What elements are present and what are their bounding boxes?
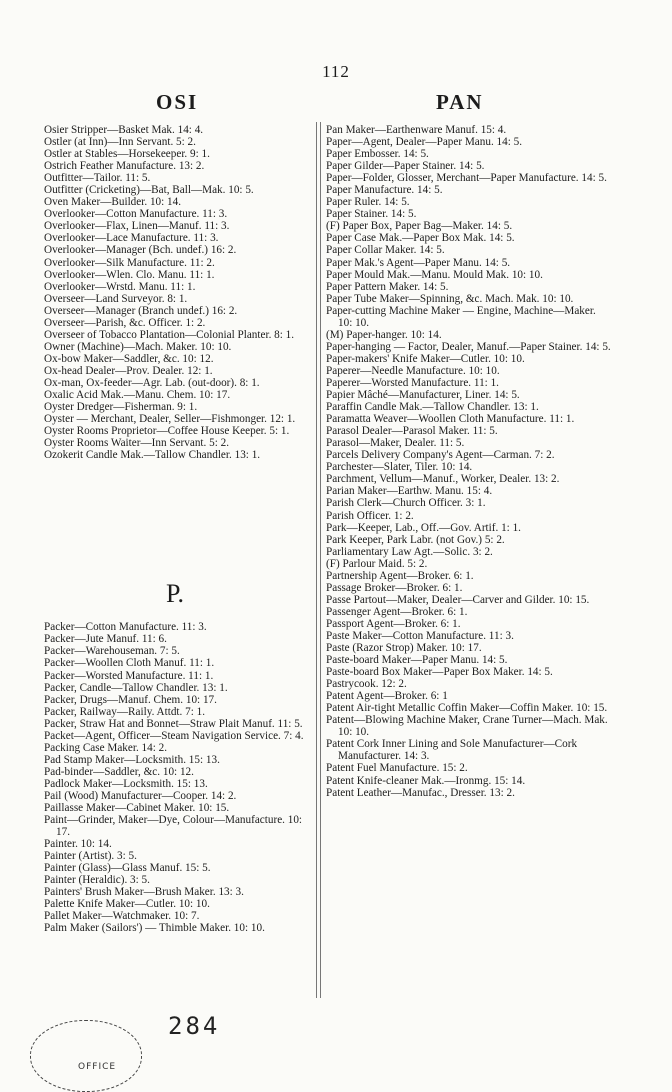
entry: Parcels Delivery Company's Agent—Carman. 7: 2. bbox=[326, 449, 555, 462]
entry: Parchment, Vellum—Manuf., Worker, Dealer. 13: 2. bbox=[326, 473, 560, 486]
entry: Overlooker—Manager (Bch. undef.) 16: 2. bbox=[44, 244, 237, 257]
entry: Paramatta Weaver—Woollen Cloth Manufacture. 11: 1. bbox=[326, 413, 575, 426]
entry: Park Keeper, Park Labr. (not Gov.) 5: 2. bbox=[326, 533, 505, 546]
entry: Oxalic Acid Mak.—Manu. Chem. 10: 17. bbox=[44, 389, 231, 402]
entry: Paper Stainer. 14: 5. bbox=[326, 208, 417, 221]
entry: Packer, Drugs—Manuf. Chem. 10: 17. bbox=[44, 693, 217, 706]
column-divider bbox=[316, 122, 317, 998]
entry: Paper-hanging — Factor, Dealer, Manuf.—Paper Stainer. 14: 5. bbox=[326, 340, 611, 353]
entry: Oyster Rooms Waiter—Inn Servant. 5: 2. bbox=[44, 437, 230, 450]
entry: Patent Knife-cleaner Mak.—Ironmg. 15: 14. bbox=[326, 774, 526, 787]
entry: Paper Pattern Maker. 14: 5. bbox=[326, 280, 449, 293]
entry: Paper-makers' Knife Maker—Cutler. 10: 10. bbox=[326, 352, 525, 365]
entry: Ox-bow Maker—Saddler, &c. 10: 12. bbox=[44, 352, 214, 365]
entry: Packer—Warehouseman. 7: 5. bbox=[44, 645, 180, 658]
entry: Parasol—Maker, Dealer. 11: 5. bbox=[326, 437, 465, 450]
entry: Paper Collar Maker. 14: 5. bbox=[326, 244, 445, 257]
entry: Overseer of Tobacco Plantation—Colonial Planter. 8: 1. bbox=[44, 328, 295, 341]
handwritten-number: 284 bbox=[168, 1012, 221, 1040]
entry: Paste (Razor Strop) Maker. 10: 17. bbox=[326, 642, 482, 655]
entry: Painter (Glass)—Glass Manuf. 15: 5. bbox=[44, 862, 211, 875]
entry: Parish Officer. 1: 2. bbox=[326, 509, 414, 522]
entry: Overseer—Parish, &c. Officer. 1: 2. bbox=[44, 316, 206, 329]
entry: Palm Maker (Sailors') — Thimble Maker. 10: 10. bbox=[44, 922, 265, 935]
entry: Overlooker—Lace Manufacture. 11: 3. bbox=[44, 232, 219, 245]
entry: Painter (Heraldic). 3: 5. bbox=[44, 874, 150, 887]
entry: Paper Manufacture. 14: 5. bbox=[326, 184, 443, 197]
entry: Painter. 10: 14. bbox=[44, 838, 112, 851]
entry: Overseer—Land Surveyor. 8: 1. bbox=[44, 292, 188, 305]
entry: Packer, Straw Hat and Bonnet—Straw Plait Manuf. 11: 5. bbox=[44, 717, 303, 730]
headword-left: OSI bbox=[156, 90, 199, 114]
right-column bbox=[326, 124, 612, 799]
entry: Outfitter (Cricketing)—Bat, Ball—Mak. 10: 5. bbox=[44, 184, 254, 197]
entry: Oyster — Merchant, Dealer, Seller—Fishmonger. 12: 1. bbox=[44, 413, 296, 426]
entry: Ostrich Feather Manufacture. 13: 2. bbox=[44, 160, 205, 173]
entry: Patent Cork Inner Lining and Sole Manufacturer—Cork Manufacturer. 14: 3. bbox=[326, 738, 578, 763]
entry: Partnership Agent—Broker. 6: 1. bbox=[326, 569, 474, 582]
entry: Paper Gilder—Paper Stainer. 14: 5. bbox=[326, 160, 485, 173]
entry: Pad Stamp Maker—Locksmith. 15: 13. bbox=[44, 753, 220, 766]
left-entries-p bbox=[44, 621, 306, 934]
entry: (M) Paper-hanger. 10: 14. bbox=[326, 328, 442, 341]
left-column bbox=[44, 124, 306, 935]
entry: Painter (Artist). 3: 5. bbox=[44, 850, 137, 863]
entry: Overlooker—Wrstd. Manu. 11: 1. bbox=[44, 280, 196, 293]
entry: Paste Maker—Cotton Manufacture. 11: 3. bbox=[326, 629, 514, 642]
entry: Ostler at Stables—Horsekeeper. 9: 1. bbox=[44, 148, 210, 161]
entry: Pan Maker—Earthenware Manuf. 15: 4. bbox=[326, 124, 507, 136]
entry: Paper Case Mak.—Paper Box Mak. 14: 5. bbox=[326, 232, 515, 245]
entry: Overseer—Manager (Branch undef.) 16: 2. bbox=[44, 304, 238, 317]
entry: Ox-man, Ox-feeder—Agr. Lab. (out-door). 8: 1. bbox=[44, 376, 260, 389]
entry: Paper Embosser. 14: 5. bbox=[326, 148, 429, 161]
entry: Palette Knife Maker—Cutler. 10: 10. bbox=[44, 898, 210, 911]
entry: Overlooker—Cotton Manufacture. 11: 3. bbox=[44, 208, 228, 221]
right-entries bbox=[326, 124, 612, 799]
entry: Packing Case Maker. 14: 2. bbox=[44, 741, 168, 754]
entry: Outfitter—Tailor. 11: 5. bbox=[44, 172, 151, 185]
entry: Packer—Worsted Manufacture. 11: 1. bbox=[44, 669, 214, 682]
entry: Pastrycook. 12: 2. bbox=[326, 678, 407, 691]
office-stamp bbox=[30, 1020, 142, 1092]
entry: Osier Stripper—Basket Mak. 14: 4. bbox=[44, 124, 204, 136]
entry: Ostler (at Inn)—Inn Servant. 5: 2. bbox=[44, 136, 196, 149]
entry: Oyster Rooms Proprietor—Coffee House Keeper. 5: 1. bbox=[44, 425, 290, 438]
entry: Parish Clerk—Church Officer. 3: 1. bbox=[326, 497, 486, 510]
entry: Patent—Blowing Machine Maker, Crane Turner—Mach. Mak. 10: 10. bbox=[326, 714, 608, 739]
entry: Park—Keeper, Lab., Off.—Gov. Artif. 1: 1. bbox=[326, 521, 521, 534]
entry: Passenger Agent—Broker. 6: 1. bbox=[326, 605, 468, 618]
entry: Paperer—Needle Manufacture. 10: 10. bbox=[326, 364, 500, 377]
entry: Oyster Dredger—Fisherman. 9: 1. bbox=[44, 401, 198, 414]
headword-right: PAN bbox=[436, 90, 484, 114]
entry: Parasol Dealer—Parasol Maker. 11: 5. bbox=[326, 425, 498, 438]
entry: Painters' Brush Maker—Brush Maker. 13: 3. bbox=[44, 886, 244, 899]
entry: Paillasse Maker—Cabinet Maker. 10: 15. bbox=[44, 802, 230, 815]
entry: Packer—Jute Manuf. 11: 6. bbox=[44, 633, 167, 646]
entry: Parliamentary Law Agt.—Solic. 3: 2. bbox=[326, 545, 493, 558]
section-letter: P. bbox=[165, 579, 185, 609]
entry: Ox-head Dealer—Prov. Dealer. 12: 1. bbox=[44, 364, 213, 377]
entry: Patent Agent—Broker. 6: 1 bbox=[326, 690, 448, 703]
entry: Paper Ruler. 14: 5. bbox=[326, 196, 410, 209]
entry: Passage Broker—Broker. 6: 1. bbox=[326, 581, 463, 594]
entry: Padlock Maker—Locksmith. 15: 13. bbox=[44, 777, 208, 790]
page-number: 112 bbox=[322, 62, 350, 81]
entry: Passport Agent—Broker. 6: 1. bbox=[326, 617, 461, 630]
entry: Paper Tube Maker—Spinning, &c. Mach. Mak. 10: 10. bbox=[326, 292, 574, 305]
entry: Paste-board Box Maker—Paper Box Maker. 14: 5. bbox=[326, 666, 553, 679]
entry: Paper Mould Mak.—Manu. Mould Mak. 10: 10. bbox=[326, 268, 543, 281]
entry: (F) Paper Box, Paper Bag—Maker. 14: 5. bbox=[326, 220, 513, 233]
entry: Paper-cutting Machine Maker — Engine, Machine—Maker. 10: 10. bbox=[326, 304, 596, 329]
entry: Ozokerit Candle Mak.—Tallow Chandler. 13: 1. bbox=[44, 449, 261, 462]
entry: Paper Mak.'s Agent—Paper Manu. 14: 5. bbox=[326, 256, 511, 269]
entry: Parchester—Slater, Tiler. 10: 14. bbox=[326, 461, 473, 474]
entry: Paperer—Worsted Manufacture. 11: 1. bbox=[326, 376, 499, 389]
entry: Paper—Agent, Dealer—Paper Manu. 14: 5. bbox=[326, 136, 523, 149]
entry: Overlooker—Wlen. Clo. Manu. 11: 1. bbox=[44, 268, 215, 281]
entry: Overlooker—Silk Manufacture. 11: 2. bbox=[44, 256, 215, 269]
left-entries-o bbox=[44, 124, 306, 461]
entry: Oven Maker—Builder. 10: 14. bbox=[44, 196, 182, 209]
entry: Patent Fuel Manufacture. 15: 2. bbox=[326, 762, 468, 775]
stamp-text: OFFICE bbox=[78, 1062, 117, 1072]
entry: Passe Partout—Maker, Dealer—Carver and Gilder. 10: 15. bbox=[326, 593, 590, 606]
entry: Paste-board Maker—Paper Manu. 14: 5. bbox=[326, 654, 508, 667]
entry: Parian Maker—Earthw. Manu. 15: 4. bbox=[326, 485, 493, 498]
entry: Owner (Machine)—Mach. Maker. 10: 10. bbox=[44, 340, 232, 353]
entry: Paint—Grinder, Maker—Dye, Colour—Manufacture. 10: 17. bbox=[44, 814, 303, 839]
entry: Paper—Folder, Glosser, Merchant—Paper Manufacture. 14: 5. bbox=[326, 172, 607, 185]
entry: Packer, Candle—Tallow Chandler. 13: 1. bbox=[44, 681, 228, 694]
entry: Pad-binder—Saddler, &c. 10: 12. bbox=[44, 765, 194, 778]
entry: Overlooker—Flax, Linen—Manuf. 11: 3. bbox=[44, 220, 230, 233]
entry: Pail (Wood) Manufacturer—Cooper. 14: 2. bbox=[44, 789, 237, 802]
column-divider bbox=[320, 122, 321, 998]
entry: (F) Parlour Maid. 5: 2. bbox=[326, 557, 428, 570]
entry: Papier Mâché—Manufacturer, Liner. 14: 5. bbox=[326, 389, 520, 402]
entry: Packer—Cotton Manufacture. 11: 3. bbox=[44, 621, 207, 634]
entry: Patent Leather—Manufac., Dresser. 13: 2. bbox=[326, 786, 515, 799]
entry: Packer, Railway—Raily. Attdt. 7: 1. bbox=[44, 705, 206, 718]
entry: Packer—Woollen Cloth Manuf. 11: 1. bbox=[44, 657, 215, 670]
entry: Patent Air-tight Metallic Coffin Maker—Coffin Maker. 10: 15. bbox=[326, 702, 608, 715]
entry: Pallet Maker—Watchmaker. 10: 7. bbox=[44, 910, 200, 923]
entry: Packet—Agent, Officer—Steam Navigation Service. 7: 4. bbox=[44, 729, 304, 742]
entry: Paraffin Candle Mak.—Tallow Chandler. 13: 1. bbox=[326, 401, 539, 414]
